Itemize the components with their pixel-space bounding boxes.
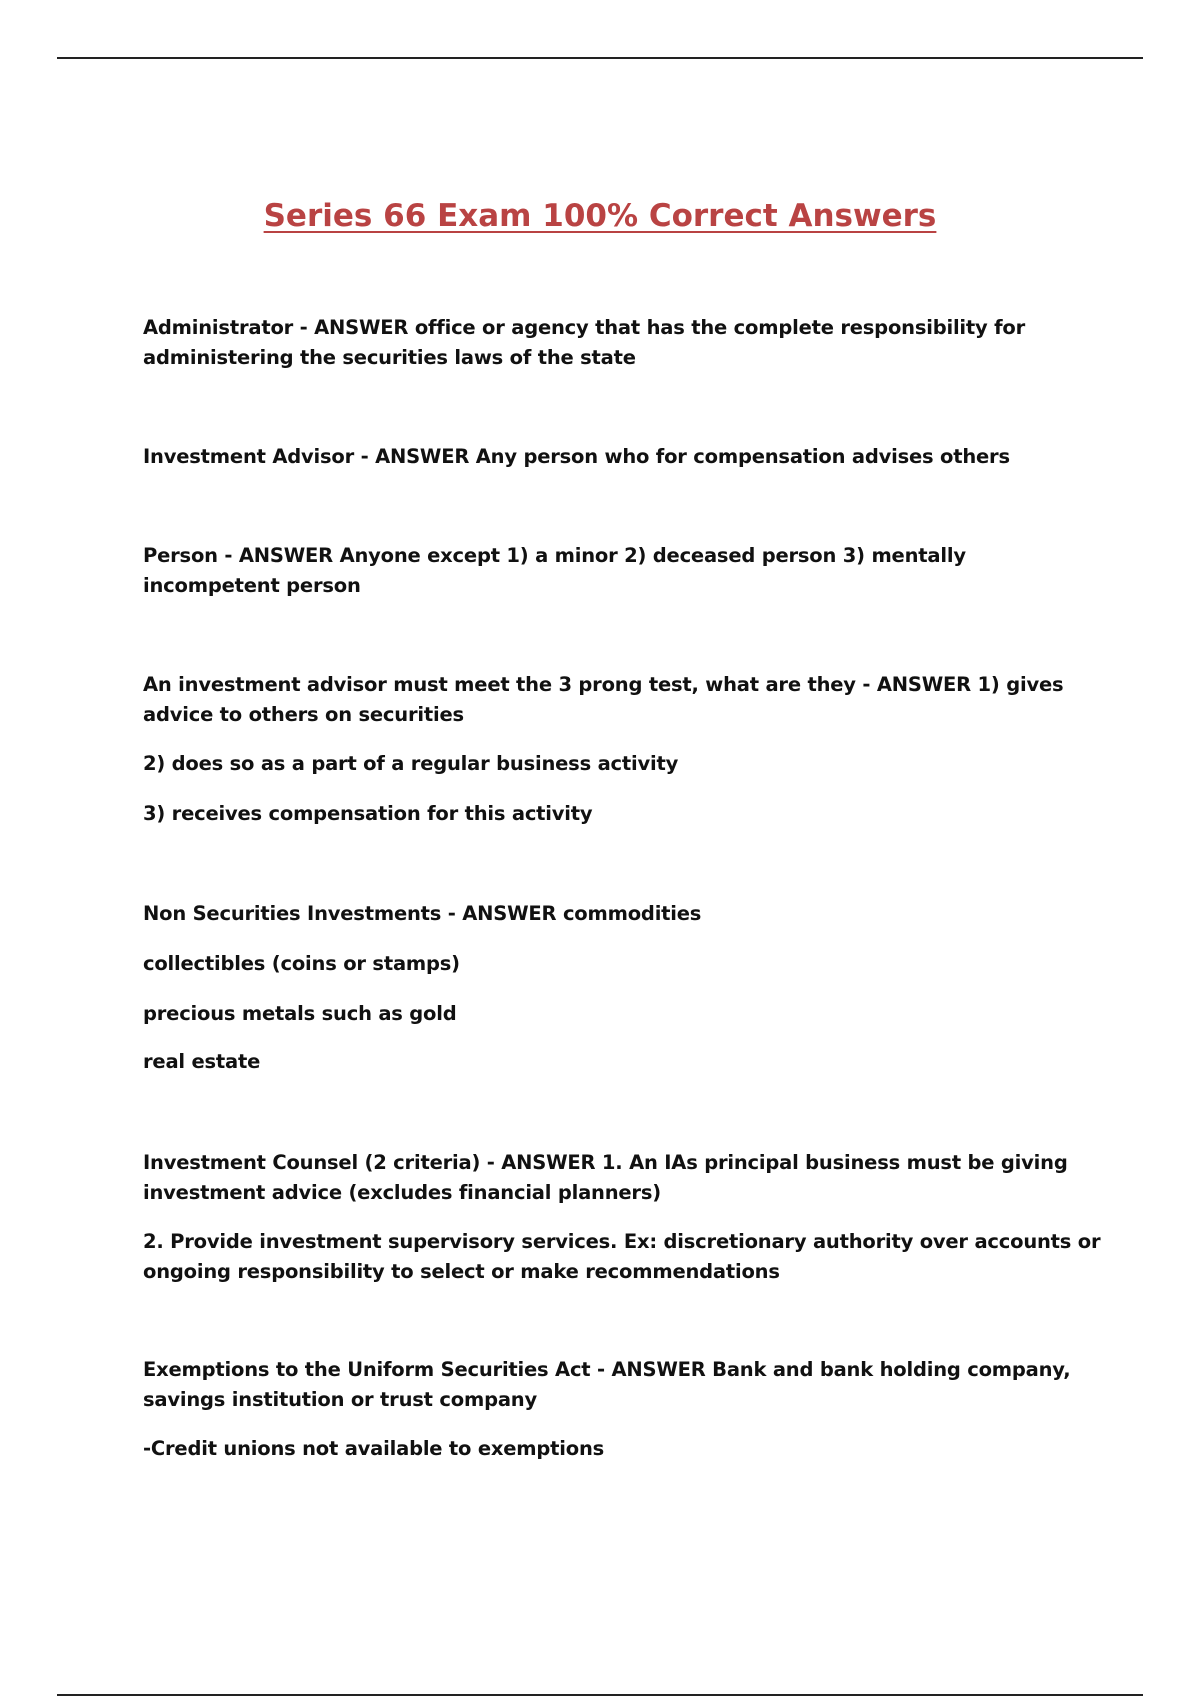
entry-line: Person - ANSWER Anyone except 1) a minor 2) deceased person 3) mentally <box>143 544 966 567</box>
entry-line: 3) receives compensation for this activity <box>143 802 593 825</box>
entry-line: An investment advisor must meet the 3 prong test, what are they - ANSWER 1) gives <box>143 673 1064 696</box>
entry-usa-exemptions <box>143 1355 1103 1415</box>
entry-line: incompetent person <box>143 574 361 597</box>
entry-line: precious metals such as gold <box>143 1002 457 1025</box>
entry-administrator <box>143 313 1103 373</box>
entry-line: savings institution or trust company <box>143 1388 537 1411</box>
entry-precious-metals <box>143 999 1103 1029</box>
entry-line: ongoing responsibility to select or make recommendations <box>143 1260 780 1283</box>
entry-line: -Credit unions not available to exemptions <box>143 1437 605 1460</box>
entry-credit-unions <box>143 1434 1103 1464</box>
entry-prong-two <box>143 749 1103 779</box>
entry-person <box>143 541 1103 601</box>
entry-line: Non Securities Investments - ANSWER commodities <box>143 902 702 925</box>
page-title: Series 66 Exam 100% Correct Answers <box>263 198 937 234</box>
entry-line: administering the securities laws of the state <box>143 346 636 369</box>
entry-line: collectibles (coins or stamps) <box>143 952 460 975</box>
entry-line: Investment Counsel (2 criteria) - ANSWER 1. An IAs principal business must be giving <box>143 1151 1068 1174</box>
entry-line: 2) does so as a part of a regular business activity <box>143 752 679 775</box>
entry-line: Administrator - ANSWER office or agency that has the complete responsibility for <box>143 316 1026 339</box>
top-rule <box>57 57 1143 59</box>
entry-three-prong-test <box>143 670 1103 730</box>
entry-line: advice to others on securities <box>143 703 464 726</box>
entry-prong-three <box>143 799 1103 829</box>
entry-collectibles <box>143 949 1103 979</box>
entry-supervisory-services <box>143 1227 1103 1287</box>
entry-line: investment advice (excludes financial planners) <box>143 1181 661 1204</box>
entry-line: 2. Provide investment supervisory services. Ex: discretionary authority over accounts or <box>143 1230 1101 1253</box>
bottom-rule <box>57 1694 1143 1696</box>
entry-line: Exemptions to the Uniform Securities Act - ANSWER Bank and bank holding company, <box>143 1358 1071 1381</box>
entry-real-estate <box>143 1047 1103 1077</box>
entry-line: Investment Advisor - ANSWER Any person who for compensation advises others <box>143 445 1010 468</box>
entry-investment-advisor <box>143 442 1103 472</box>
entry-investment-counsel <box>143 1148 1103 1208</box>
entry-non-securities <box>143 899 1103 929</box>
entry-line: real estate <box>143 1050 261 1073</box>
